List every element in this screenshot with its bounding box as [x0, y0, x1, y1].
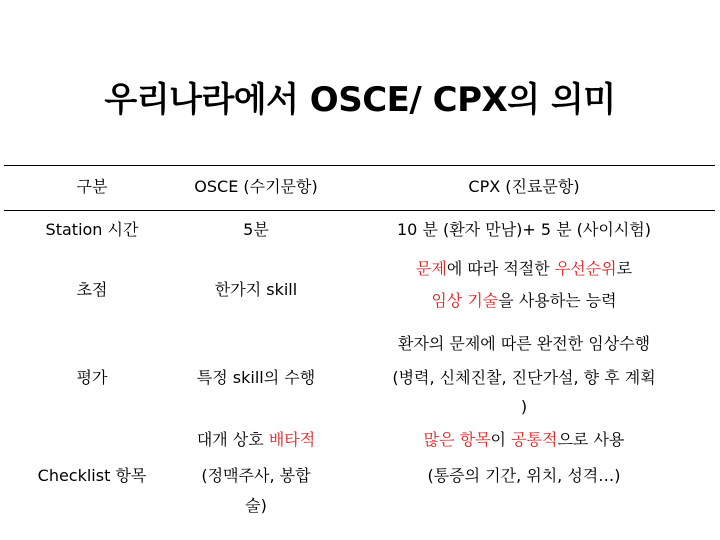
header-osce: OSCE (수기문항)	[194, 177, 318, 196]
row-label-focus: 초점	[76, 280, 108, 299]
focus-cpx-text1: 에 따라 적절한	[446, 259, 555, 278]
row-label-eval: 평가	[76, 368, 108, 387]
station-osce: 5분	[243, 220, 269, 239]
checklist-cpx-line2: (통증의 기간, 위치, 성격…)	[427, 466, 621, 485]
focus-cpx-text3: 을 사용하는 능력	[498, 291, 617, 310]
checklist-osce-line3: 술)	[245, 496, 267, 515]
checklist-cpx-common: 공통적	[511, 430, 558, 449]
focus-cpx-problem: 문제	[415, 259, 447, 278]
eval-cpx-line1: 환자의 문제에 따른 완전한 임상수행	[397, 334, 651, 353]
checklist-cpx-line1	[424, 425, 625, 455]
row-label-station: Station 시간	[45, 220, 139, 239]
header-cpx: CPX (진료문항)	[468, 177, 580, 196]
focus-cpx-line1	[416, 254, 632, 284]
row-label-checklist: Checklist 항목	[37, 466, 147, 485]
header-bottom-rule	[4, 210, 715, 211]
table-top-rule	[4, 165, 715, 166]
focus-cpx-line2	[431, 286, 616, 316]
checklist-osce-line1	[197, 425, 315, 455]
checklist-cpx-many-items: 많은 항목	[423, 430, 491, 449]
focus-cpx-clinical-skill: 임상 기술	[431, 291, 499, 310]
eval-osce: 특정 skill의 수행	[196, 368, 316, 387]
eval-cpx-line2: (병력, 신체진찰, 진단가설, 향 후 계획	[392, 368, 656, 387]
slide-title: 우리나라에서 OSCE/ CPX의 의미	[104, 80, 616, 120]
checklist-osce-line2: (정맥주사, 봉합	[201, 466, 311, 485]
station-cpx: 10 분 (환자 만남)+ 5 분 (사이시험)	[397, 220, 651, 239]
checklist-osce-text1: 대개 상호	[196, 430, 269, 449]
checklist-osce-exclusive: 배타적	[268, 430, 316, 449]
checklist-cpx-text2: 으로 사용	[557, 430, 625, 449]
focus-cpx-priority: 우선순위	[554, 259, 617, 278]
focus-cpx-text2: 로	[616, 259, 633, 278]
header-category: 구분	[76, 177, 108, 196]
checklist-cpx-text1: 이	[490, 430, 512, 449]
eval-cpx-line3: )	[520, 397, 528, 416]
focus-osce: 한가지 skill	[214, 280, 298, 299]
